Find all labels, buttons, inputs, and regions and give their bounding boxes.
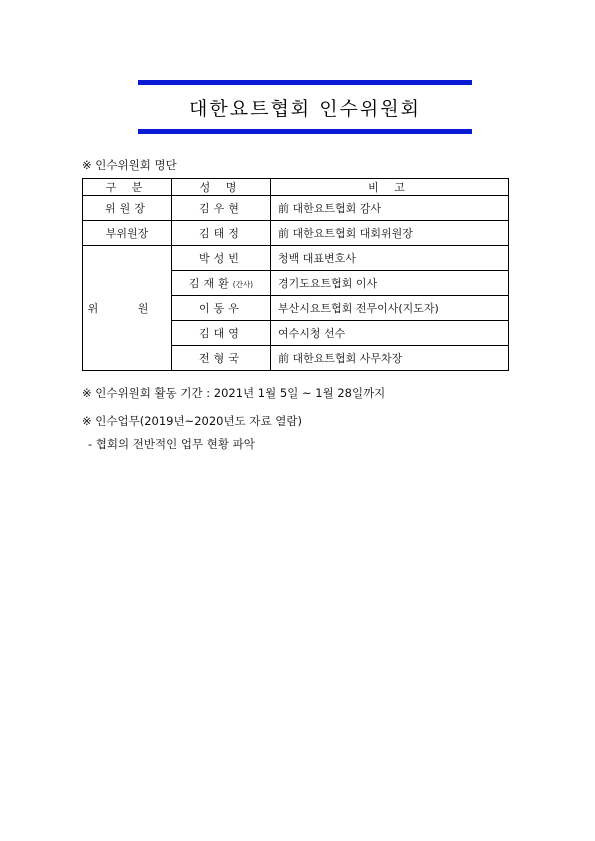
table-row <box>83 196 509 221</box>
role-cell-members: 위 원 <box>83 246 172 371</box>
header-name: 성 명 <box>172 179 271 196</box>
name-cell: 김우현 <box>172 196 271 221</box>
note-cell: 前 대한요트협회 대회위원장 <box>271 221 509 246</box>
title-block <box>138 80 472 134</box>
name-cell: 김태정 <box>172 221 271 246</box>
header-note: 비 고 <box>271 179 509 196</box>
role-cell: 부위원장 <box>83 221 172 246</box>
note-cell: 경기도요트협회 이사 <box>271 271 509 296</box>
name-cell: 전형국 <box>172 346 271 371</box>
note-cell: 前 대한요트협회 감사 <box>271 196 509 221</box>
activity-period: ※ 인수위원회 활동 기간 : 2021년 1월 5일 ~ 1월 28일까지 <box>82 386 386 400</box>
document-title: 대한요트협회 인수위원회 <box>189 97 421 120</box>
note-cell: 前 대한요트협회 사무차장 <box>271 346 509 371</box>
name-cell: 이동우 <box>172 296 271 321</box>
handover-heading: ※ 인수업무(2019년~2020년도 자료 열람) <box>82 414 302 428</box>
table-row <box>83 246 509 271</box>
title-bottom-bar <box>138 129 472 134</box>
note-cell: 청백 대표변호사 <box>271 246 509 271</box>
note-cell: 부산시요트협회 전무이사(지도자) <box>271 296 509 321</box>
secretary-note: (간사) <box>232 280 254 289</box>
name-cell: 김대영 <box>172 321 271 346</box>
note-cell: 여수시청 선수 <box>271 321 509 346</box>
header-role: 구 분 <box>83 179 172 196</box>
handover-item: - 협회의 전반적인 업무 현황 파악 <box>88 437 255 451</box>
role-cell: 위원장 <box>83 196 172 221</box>
table-header-row <box>83 179 509 196</box>
name-cell: 박성빈 <box>172 246 271 271</box>
name-cell <box>172 271 271 296</box>
table-row <box>83 221 509 246</box>
roster-table <box>82 178 509 371</box>
member-name: 김재환 <box>188 277 233 290</box>
roster-heading: ※ 인수위원회 명단 <box>82 158 177 172</box>
